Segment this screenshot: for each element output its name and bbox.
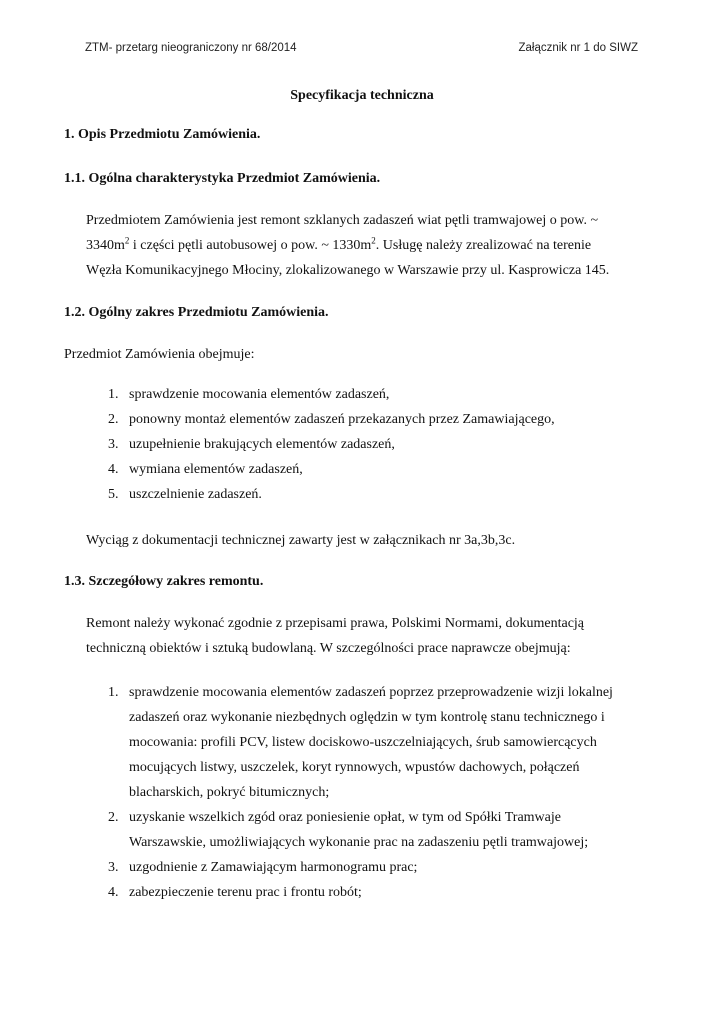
text-run: . Usługę należy zrealizować na terenie [375, 238, 592, 253]
list-item [108, 432, 555, 457]
attachments-note: Wyciąg z dokumentacji technicznej zawarty jest w załącznikach nr 3a,3b,3c. [86, 533, 516, 548]
list-item [108, 457, 555, 482]
list-number: 5. [108, 487, 119, 502]
list-text: uszczelnienie zadaszeń. [129, 487, 262, 502]
list-item [108, 680, 613, 805]
list-text: ponowny montaż elementów zadaszeń przekazanych przez Zamawiającego, [129, 412, 555, 427]
superscript: 2 [371, 235, 376, 246]
text-run: i części pętli autobusowej o pow. ~ 1330m [129, 238, 372, 253]
page-title: Specyfikacja techniczna [290, 88, 434, 103]
section-1-3-paragraph [86, 611, 584, 661]
list-text [129, 880, 613, 905]
list-line: uzgodnienie z Zamawiającym harmonogramu prac; [129, 860, 418, 875]
repair-list [108, 680, 613, 905]
list-line: blacharskich, pokryć bitumicznych; [129, 785, 330, 800]
superscript: 2 [124, 235, 130, 246]
list-number: 1. [108, 685, 119, 700]
list-number: 3. [108, 437, 119, 452]
paragraph-line: techniczną obiektów i sztuką budowlaną. W szczególności prace naprawcze obejmują: [86, 641, 571, 656]
list-line: Warszawskie, umożliwiających wykonanie prac na zadaszeniu pętli tramwajowej; [129, 835, 589, 850]
list-line: mocujących listwy, uszczelek, koryt rynnowych, wpustów dachowych, połączeń [129, 760, 580, 775]
list-item [108, 482, 555, 507]
paragraph-line [86, 233, 609, 258]
header-tender-number: ZTM- przetarg nieograniczony nr 68/2014 [85, 42, 297, 54]
section-1-3-heading: 1.3. Szczegółowy zakres remontu. [64, 574, 264, 589]
list-line: zabezpieczenie terenu prac i frontu robót; [129, 885, 362, 900]
list-number: 2. [108, 412, 119, 427]
list-text [129, 855, 613, 880]
list-item [108, 855, 613, 880]
list-text: wymiana elementów zadaszeń, [129, 462, 303, 477]
list-text [129, 805, 613, 855]
section-1-2-intro: Przedmiot Zamówienia obejmuje: [64, 347, 255, 362]
list-text: uzupełnienie brakujących elementów zadaszeń, [129, 437, 395, 452]
list-item [108, 805, 613, 855]
list-number: 3. [108, 860, 119, 875]
list-number: 4. [108, 885, 119, 900]
list-number: 2. [108, 810, 119, 825]
list-text: sprawdzenie mocowania elementów zadaszeń, [129, 387, 390, 402]
list-text [129, 680, 613, 805]
list-line: sprawdzenie mocowania elementów zadaszeń poprzez przeprowadzenie wizji lokalnej [129, 685, 613, 700]
section-1-heading: 1. Opis Przedmiotu Zamówienia. [64, 127, 261, 142]
list-line: uzyskanie wszelkich zgód oraz poniesienie opłat, w tym od Spółki Tramwaje [129, 810, 561, 825]
list-item [108, 880, 613, 905]
list-line: mocowania: profili PCV, listew dociskowo-uszczelniających, śrub samowiercących [129, 735, 597, 750]
section-1-1-heading: 1.1. Ogólna charakterystyka Przedmiot Zamówienia. [64, 171, 381, 186]
list-line: zadaszeń oraz wykonanie niezbędnych oględzin w tym kontrolę stanu technicznego i [129, 710, 605, 725]
list-item [108, 407, 555, 432]
header-attachment-label: Załącznik nr 1 do SIWZ [518, 42, 638, 54]
paragraph-line: Przedmiotem Zamówienia jest remont szklanych zadaszeń wiat pętli tramwajowej o pow. ~ [86, 213, 599, 228]
paragraph-line: Remont należy wykonać zgodnie z przepisami prawa, Polskimi Normami, dokumentacją [86, 616, 585, 631]
section-1-2-heading: 1.2. Ogólny zakres Przedmiotu Zamówienia. [64, 305, 329, 320]
list-number: 1. [108, 387, 119, 402]
list-number: 4. [108, 462, 119, 477]
list-item [108, 382, 555, 407]
paragraph-line: Węzła Komunikacyjnego Młociny, zlokalizowanego w Warszawie przy ul. Kasprowicza 145. [86, 263, 610, 278]
section-1-1-paragraph [86, 208, 609, 283]
text-run: 3340m [86, 238, 125, 253]
scope-list [108, 382, 555, 507]
